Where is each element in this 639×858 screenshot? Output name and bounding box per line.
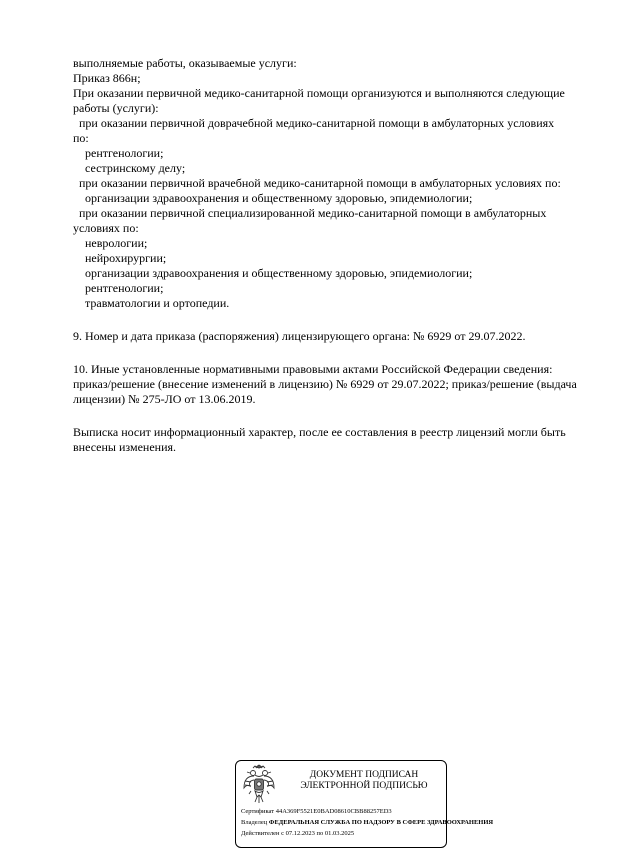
doc-line: по: xyxy=(73,131,89,145)
doc-line: выполняемые работы, оказываемые услуги: xyxy=(73,56,297,70)
owner-label: Владелец xyxy=(241,819,268,826)
doc-line: неврологии; xyxy=(73,236,148,250)
doc-line: Приказ 866н; xyxy=(73,71,141,85)
doc-line: организации здравоохранения и общественному здоровью, эпидемиологии; xyxy=(73,266,473,280)
certificate-label: Сертификат xyxy=(241,808,275,815)
document-body xyxy=(73,56,621,455)
validity-row xyxy=(241,830,354,838)
doc-line: при оказании первичной доврачебной медико-санитарной помощи в амбулаторных условиях xyxy=(73,116,555,130)
valid-from: 07.12.2023 xyxy=(285,830,315,837)
doc-line: при оказании первичной специализированной медико-санитарной помощи в амбулаторных xyxy=(73,206,547,220)
item-10-line: 10. Иные установленные нормативными правовыми актами Российской Федерации сведения: xyxy=(73,362,553,376)
valid-to: 01.03.2025 xyxy=(324,830,355,837)
doc-line: организации здравоохранения и общественному здоровью, эпидемиологии; xyxy=(73,191,473,205)
doc-line: При оказании первичной медико-санитарной помощи организуются и выполняются следующие xyxy=(73,86,565,100)
stamp-title-line: ЭЛЕКТРОННОЙ ПОДПИСЬЮ xyxy=(300,781,428,791)
double-headed-eagle-emblem-icon xyxy=(242,764,276,806)
doc-line: травматологии и ортопедии. xyxy=(73,296,230,310)
doc-line: условиях по: xyxy=(73,221,139,235)
item-10-line: приказ/решение (внесение изменений в лицензию) № 6929 от 29.07.2022; приказ/решение (выдача xyxy=(73,377,577,391)
certificate-value: 44A369F5521E0BAD08610CBB88257ED3 xyxy=(275,808,392,815)
doc-line: нейрохирургии; xyxy=(73,251,167,265)
doc-line: рентгенологии; xyxy=(73,281,164,295)
doc-line: работы (услуги): xyxy=(73,101,159,115)
spacer xyxy=(73,311,621,329)
doc-line: рентгенологии; xyxy=(73,146,164,160)
doc-line: при оказании первичной врачебной медико-санитарной помощи в амбулаторных условиях по: xyxy=(73,176,561,190)
stamp-title xyxy=(284,770,444,792)
info-note-line: Выписка носит информационный характер, после ее составления в реестр лицензий могли быть xyxy=(73,425,566,439)
electronic-signature-stamp xyxy=(235,760,494,848)
valid-to-label: по xyxy=(316,830,324,837)
valid-label: Действителен с xyxy=(241,830,284,837)
doc-line: сестринскому делу; xyxy=(73,161,186,175)
certificate-row xyxy=(241,808,392,816)
spacer xyxy=(73,344,621,362)
owner-row xyxy=(241,819,493,827)
stamp-title-line: ДОКУМЕНТ ПОДПИСАН xyxy=(309,770,419,780)
info-note-line: внесены изменения. xyxy=(73,440,177,454)
owner-value: ФЕДЕРАЛЬНАЯ СЛУЖБА ПО НАДЗОРУ В СФЕРЕ ЗДРАВООХРАНЕНИЯ xyxy=(268,819,494,826)
item-10-line: лицензии) № 275-ЛО от 13.06.2019. xyxy=(73,392,256,406)
item-9-order: 9. Номер и дата приказа (распоряжения) лицензирующего органа: № 6929 от 29.07.2022. xyxy=(73,329,526,343)
spacer xyxy=(73,407,621,425)
